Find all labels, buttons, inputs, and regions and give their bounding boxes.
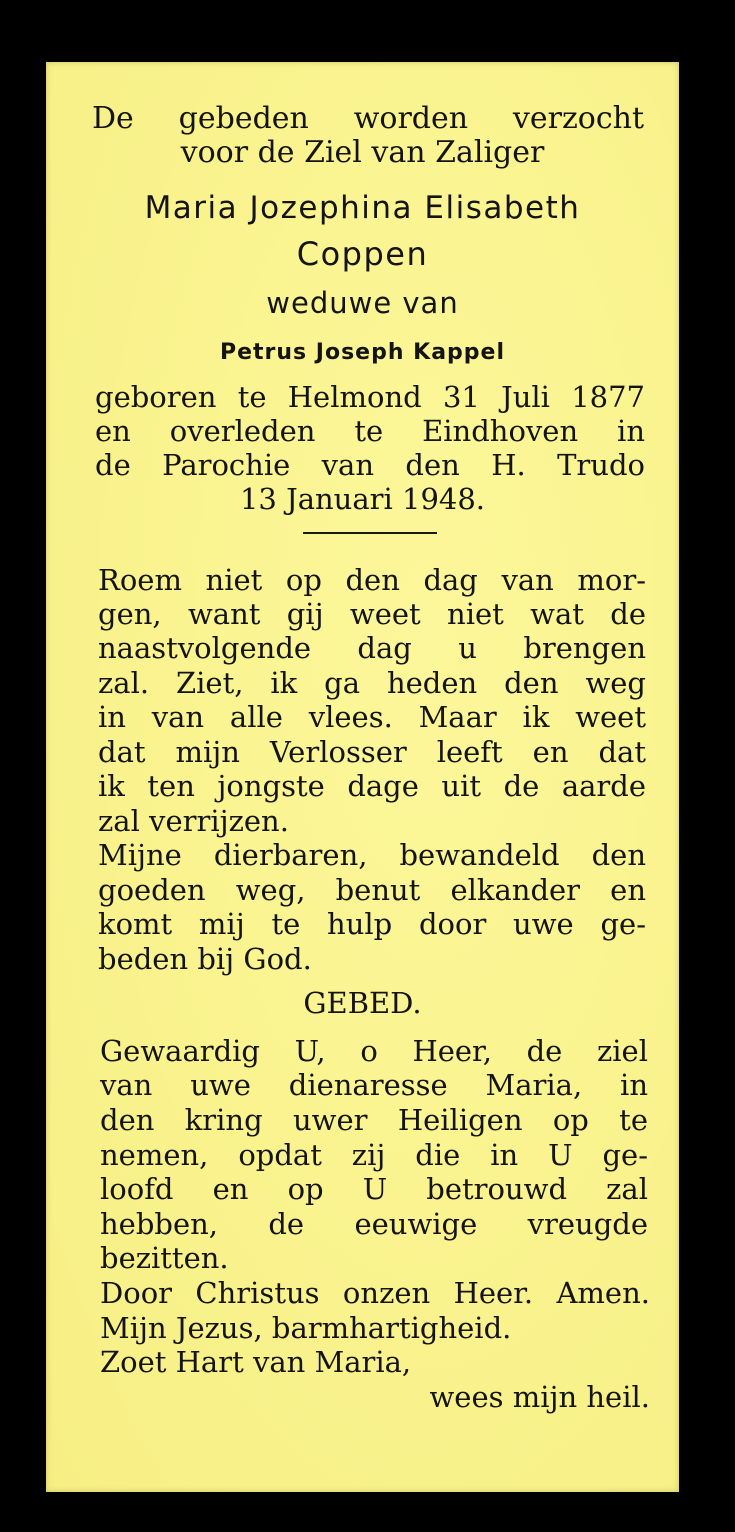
death-date: 13 Januari 1948.: [239, 482, 486, 516]
parish-line: de Parochie van den H. Trudo: [95, 448, 645, 482]
closing-amen: Door Christus onzen Heer. Amen.: [100, 1276, 650, 1310]
prayer-line: nemen, opdat zij die in U ge-: [100, 1138, 648, 1172]
verse-line: goeden weg, benut elkander en: [98, 873, 646, 907]
prayer-line: den kring uwer Heiligen op te: [100, 1103, 648, 1137]
closing-heil: wees mijn heil.: [429, 1380, 650, 1414]
request-line-1: De gebeden worden verzocht: [92, 101, 644, 136]
prayer-line: bezitten.: [100, 1241, 229, 1275]
death-line: en overleden te Eindhoven in: [95, 414, 645, 448]
verse-line: zal verrijzen.: [98, 804, 289, 838]
spouse-name: Petrus Joseph Kappel: [219, 340, 506, 365]
prayer-line: van uwe dienaresse Maria, in: [100, 1068, 648, 1102]
closing-jesus: Mijn Jezus, barmhartigheid.: [100, 1311, 512, 1345]
verse-line: naastvolgende dag u brengen: [98, 631, 646, 665]
divider-line: [303, 532, 437, 534]
deceased-surname: Coppen: [296, 235, 429, 273]
verse-line: in van alle vlees. Maar ik weet: [98, 700, 646, 734]
prayer-line: Gewaardig U, o Heer, de ziel: [100, 1034, 648, 1068]
verse-line: dat mijn Verlosser leeft en dat: [98, 735, 646, 769]
prayer-line: hebben, de eeuwige vreugde: [100, 1207, 648, 1241]
deceased-given-names: Maria Jozephina Elisabeth: [144, 190, 581, 226]
verse-line: beden bij God.: [98, 942, 312, 976]
birth-line: geboren te Helmond 31 Juli 1877: [95, 380, 645, 414]
request-line-2: voor de Ziel van Zaliger: [180, 135, 545, 170]
verse-line: zal. Ziet, ik ga heden den weg: [98, 666, 646, 700]
prayer-heading: GEBED.: [303, 986, 422, 1020]
relation-text: weduwe van: [266, 286, 459, 320]
verse-line: ik ten jongste dage uit de aarde: [98, 769, 646, 803]
verse-line: gen, want gij weet niet wat de: [98, 597, 646, 631]
verse-line: Mijne dierbaren, bewandeld den: [98, 838, 646, 872]
verse-line: Roem niet op den dag van mor-: [98, 563, 646, 597]
closing-heart: Zoet Hart van Maria,: [100, 1345, 412, 1379]
prayer-line: loofd en op U betrouwd zal: [100, 1172, 648, 1206]
verse-line: komt mij te hulp door uwe ge-: [98, 907, 646, 941]
